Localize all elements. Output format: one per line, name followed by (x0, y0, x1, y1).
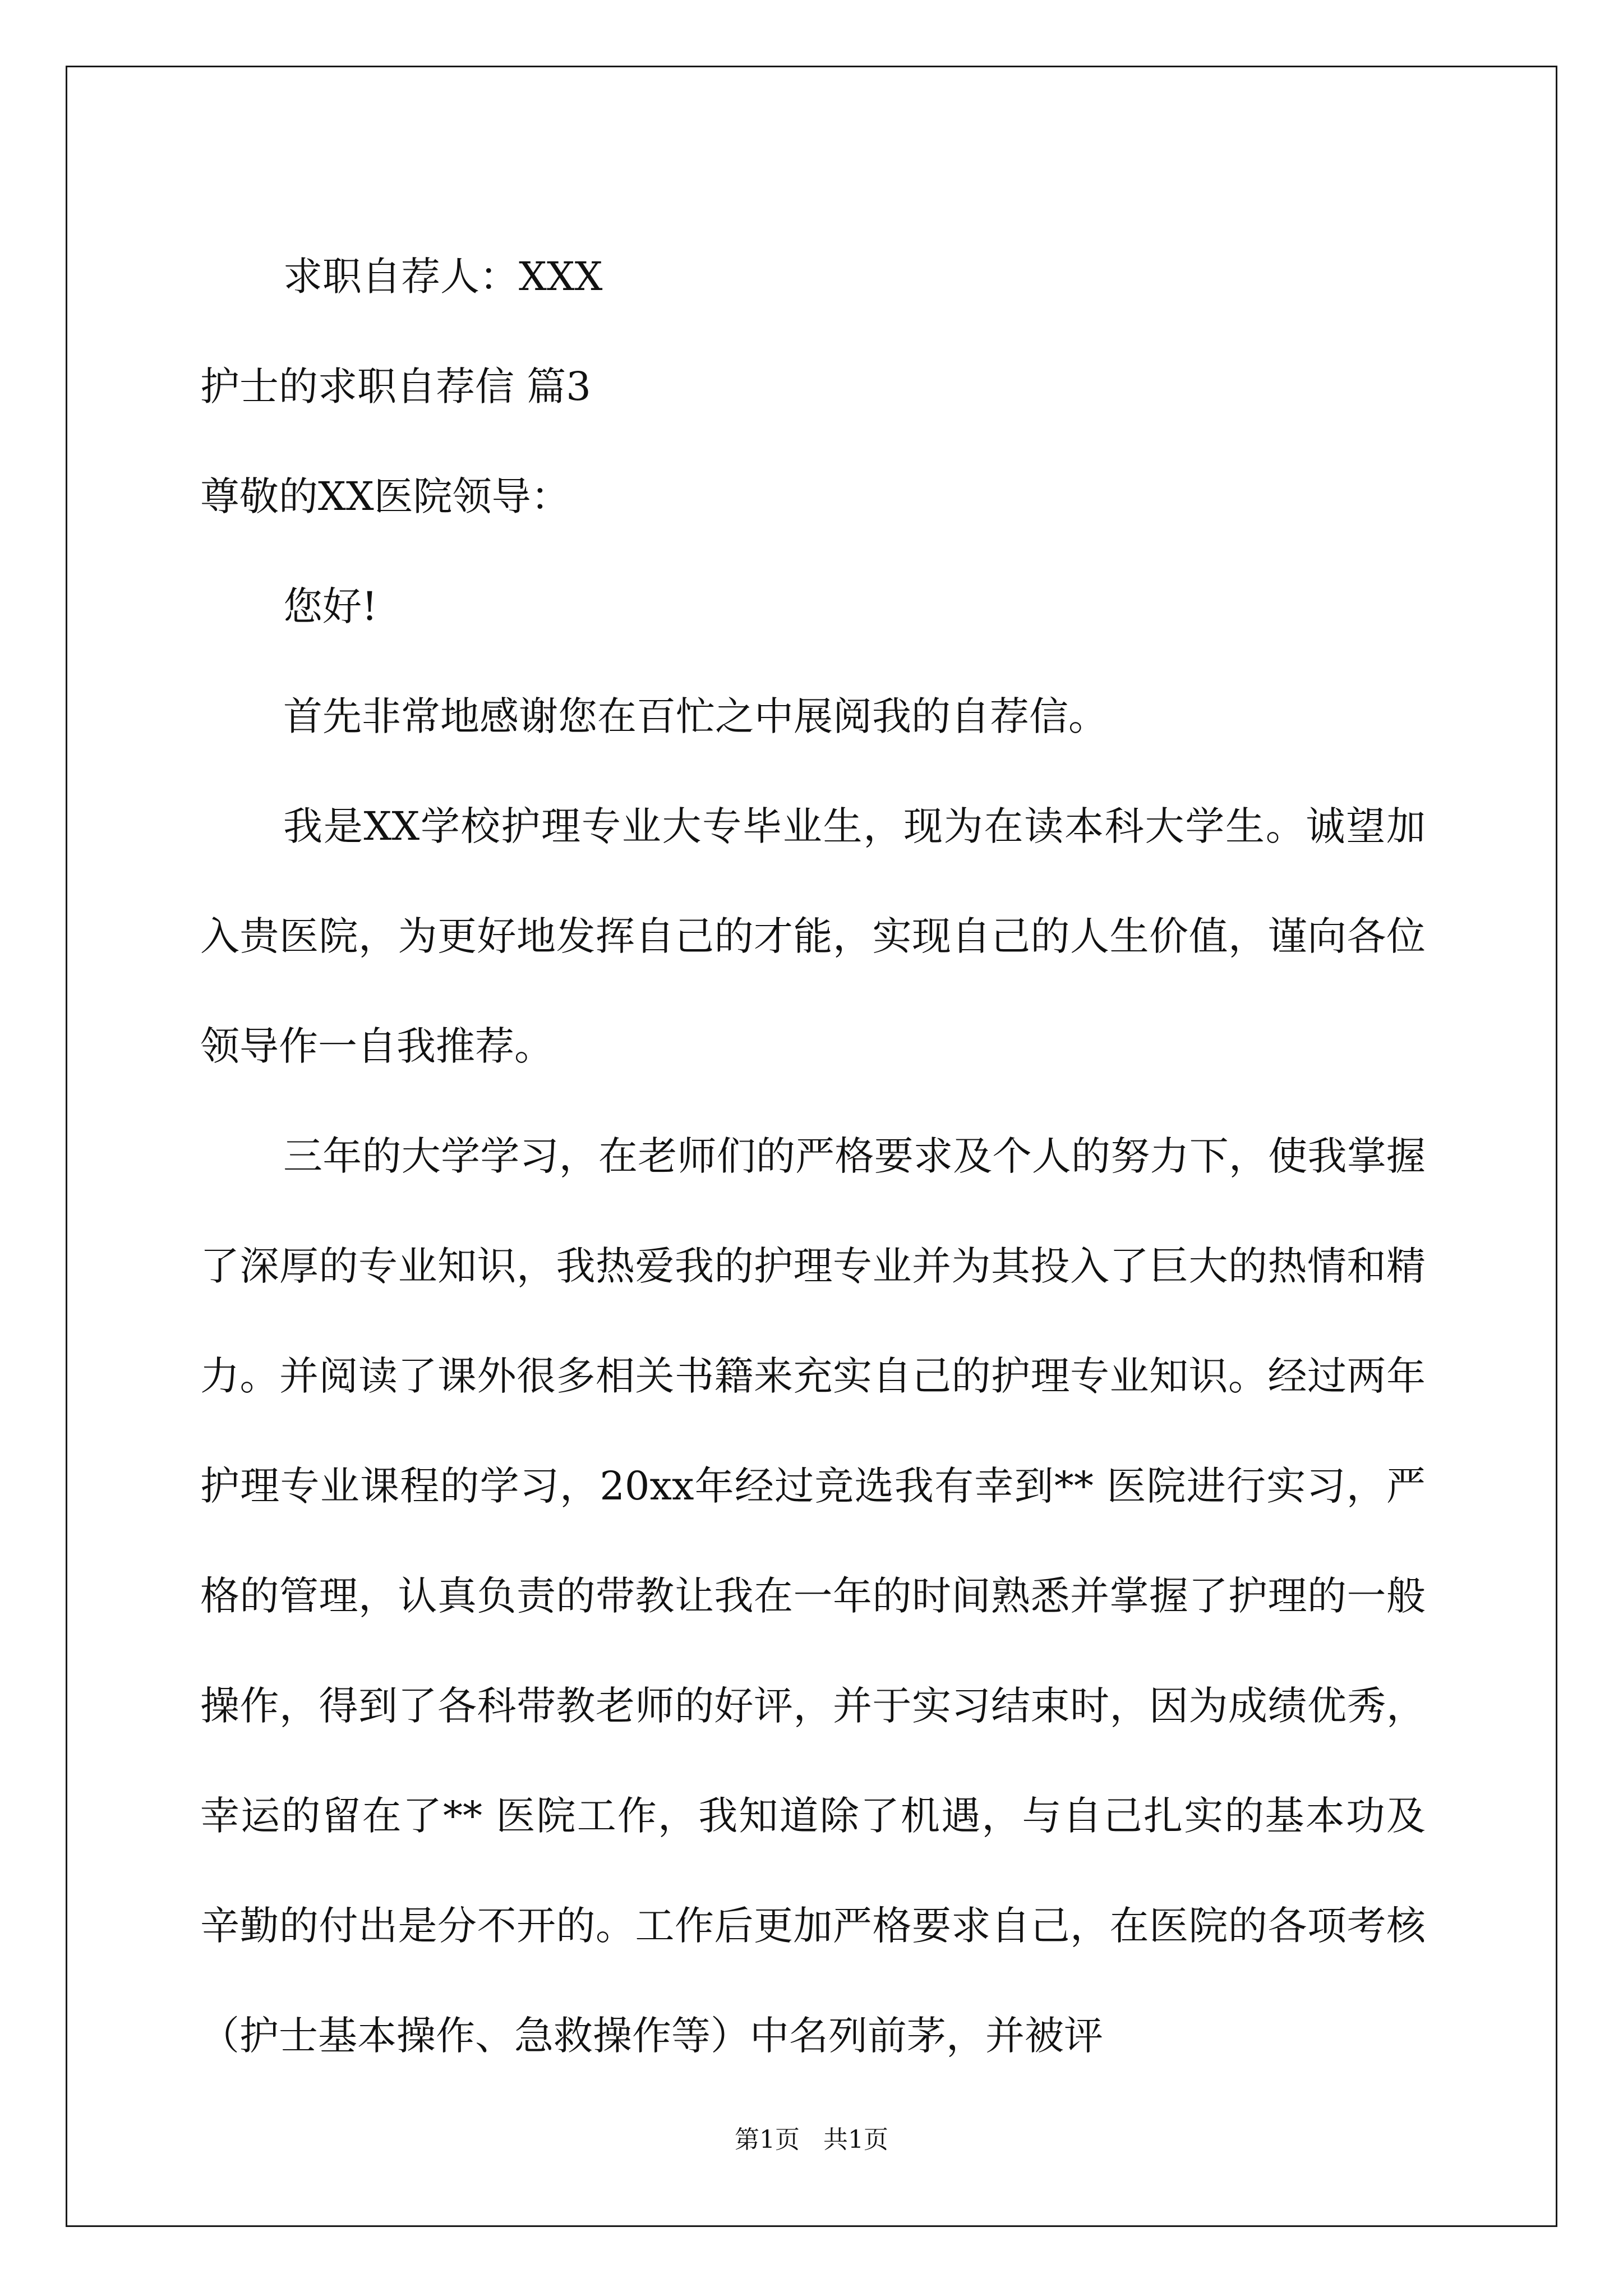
paragraph-introduction: 我是XX学校护理专业大专毕业生，现为在读本科大学生。诚望加入贵医院，为更好地发挥自己的才能，实现自己的人生价值，谨向各位领导作一自我推荐。 (200, 803, 1426, 1069)
section-title: 护士的求职自荐信 篇3 (200, 364, 591, 409)
signature-line: 求职自荐人：XXX (283, 254, 603, 300)
page-footer: 第1页 共1页 (735, 2125, 888, 2154)
paragraph-experience: 三年的大学学习，在老师们的严格要求及个人的努力下，使我掌握了深厚的专业知识，我热爱我的护理专业并为其投入了巨大的热情和精力。并阅读了课外很多相关书籍来充实自己的护理专业知识。经过两年护理专业课程的学习，20xx年经过竞选我有幸到** 医院进行实习，严格的管理，认真负责的带教让我在一年的时间熟悉并掌握了护理的一般操作，得到了各科带教老师的好评，并于实习结束时，因为成绩优秀，幸运的留在了** 医院工作，我知道除了机遇，与自己扎实的基本功及辛勤的付出是分不开的。工作后更加严格要求自己，在医院的各项考核（护士基本操作、急救操作等）中名列前茅，并被评 (200, 1133, 1426, 2059)
document-body (200, 222, 1426, 2091)
greeting: 您好! (283, 583, 378, 629)
paragraph-thanks: 首先非常地感谢您在百忙之中展阅我的自荐信。 (283, 693, 1108, 739)
salutation: 尊敬的XX医院领导： (200, 473, 570, 519)
